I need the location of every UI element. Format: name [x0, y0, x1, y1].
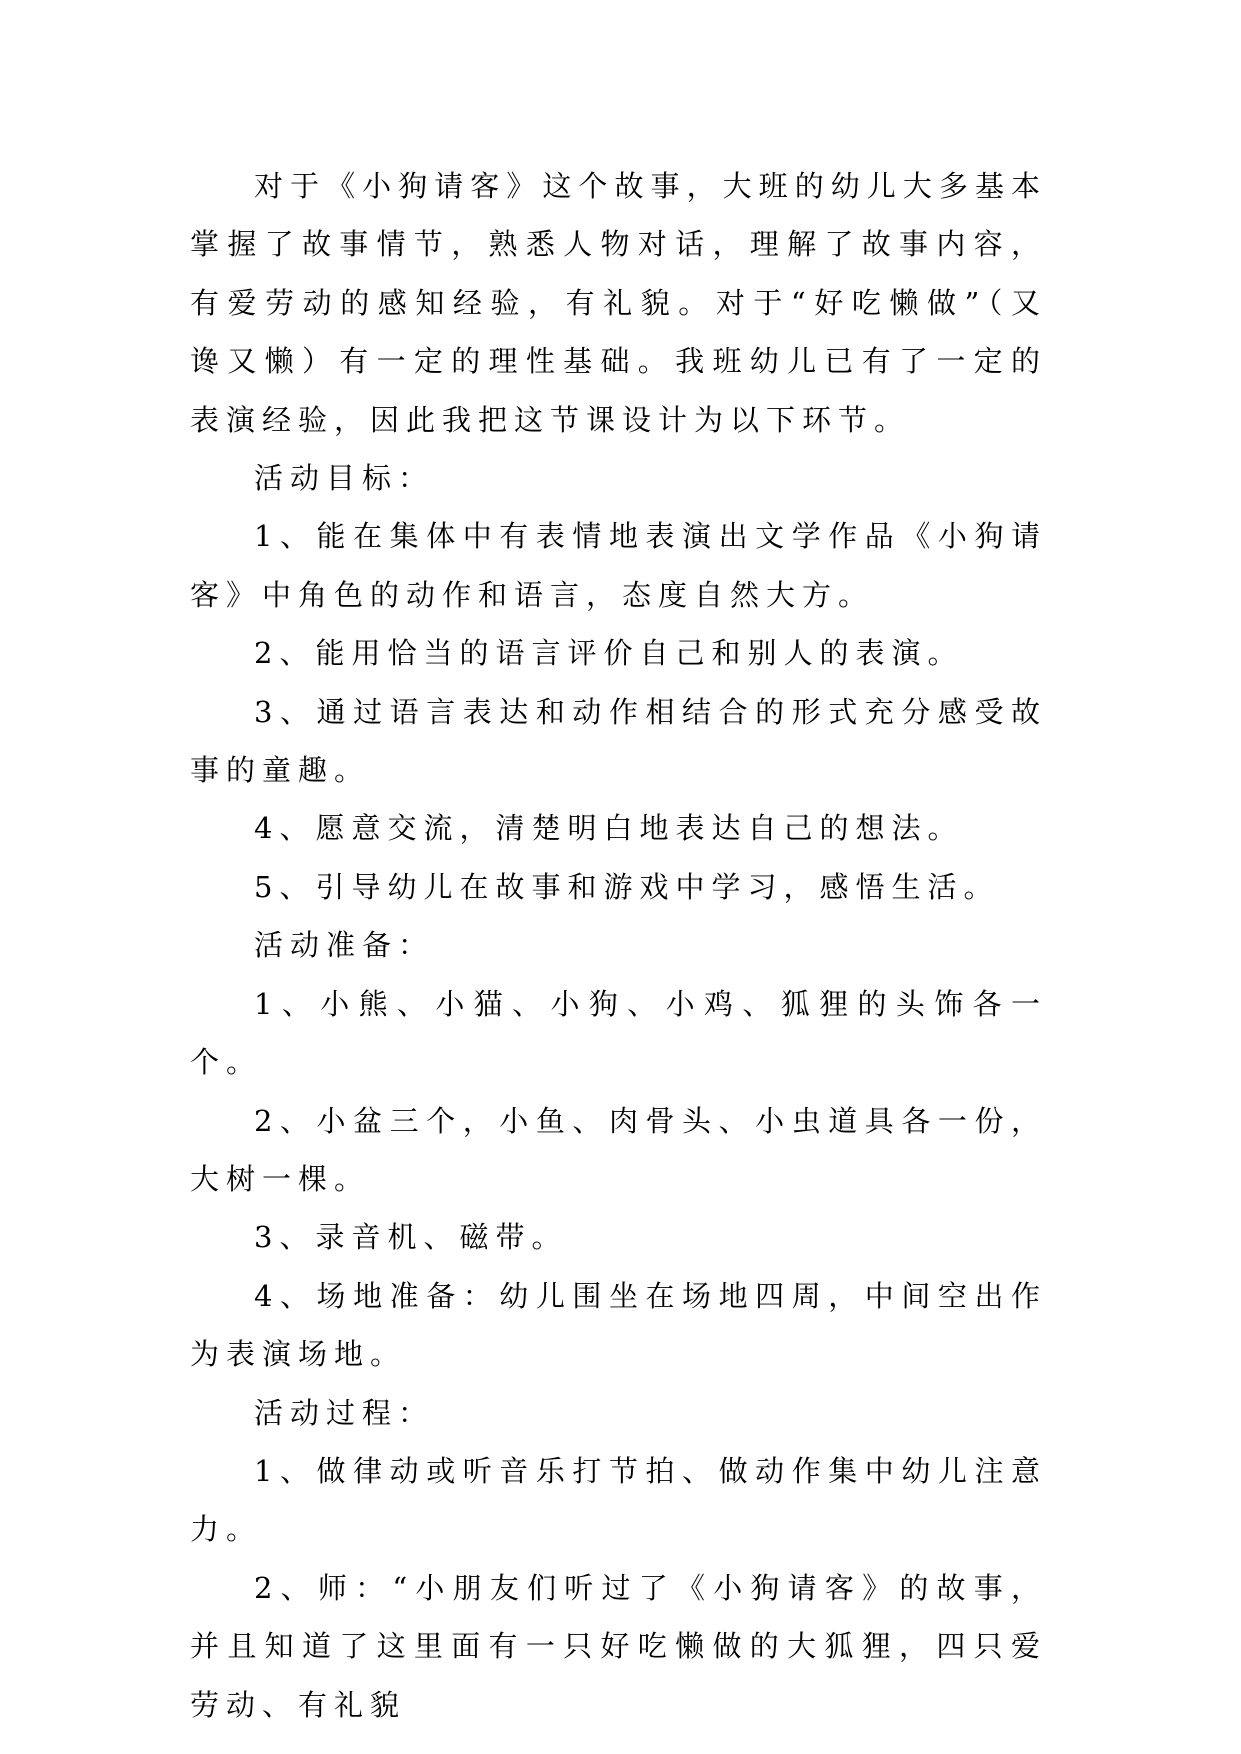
preparation-item-2: 2、小盆三个，小鱼、肉骨头、小虫道具各一份，大树一棵。 — [190, 1103, 1047, 1196]
goal-item-4: 4、愿意交流，清楚明白地表达自己的想法。 — [254, 811, 964, 846]
goal-item-3: 3、通过语言表达和动作相结合的形式充分感受故事的童趣。 — [190, 694, 1047, 788]
preparation-item-4: 4、场地准备：幼儿围坐在场地四周，中间空出作为表演场地。 — [190, 1278, 1047, 1372]
preparation-item-3: 3、录音机、磁带。 — [254, 1220, 568, 1255]
goal-item-2: 2、能用恰当的语言评价自己和别人的表演。 — [254, 636, 964, 671]
heading-activity-preparation: 活动准备： — [254, 928, 435, 963]
goal-item-1: 1、能在集体中有表情地表演出文学作品《小狗请客》中角色的动作和语言，态度自然大方。 — [190, 519, 1047, 612]
document-page — [190, 157, 1047, 1734]
heading-activity-goals: 活动目标： — [254, 461, 435, 496]
process-item-2: 2、师：“小朋友们听过了《小狗请客》的故事，并且知道了这里面有一只好吃懒做的大狐狸，四只爱劳动、有礼貌 — [190, 1570, 1047, 1722]
paragraph-intro: 对于《小狗请客》这个故事，大班的幼儿大多基本掌握了故事情节，熟悉人物对话，理解了故事内容，有爱劳动的感知经验，有礼貌。对于“好吃懒做”（又谗又懒）有一定的理性基础。我班幼儿已有了一定的表演经验，因此我把这节课设计为以下环节。 — [190, 169, 1047, 437]
preparation-item-1: 1、小熊、小猫、小狗、小鸡、狐狸的头饰各一个。 — [190, 986, 1047, 1080]
heading-activity-process: 活动过程： — [254, 1395, 435, 1430]
goal-item-5: 5、引导幼儿在故事和游戏中学习，感悟生活。 — [254, 869, 1000, 904]
process-item-1: 1、做律动或听音乐打节拍、做动作集中幼儿注意力。 — [190, 1453, 1047, 1547]
